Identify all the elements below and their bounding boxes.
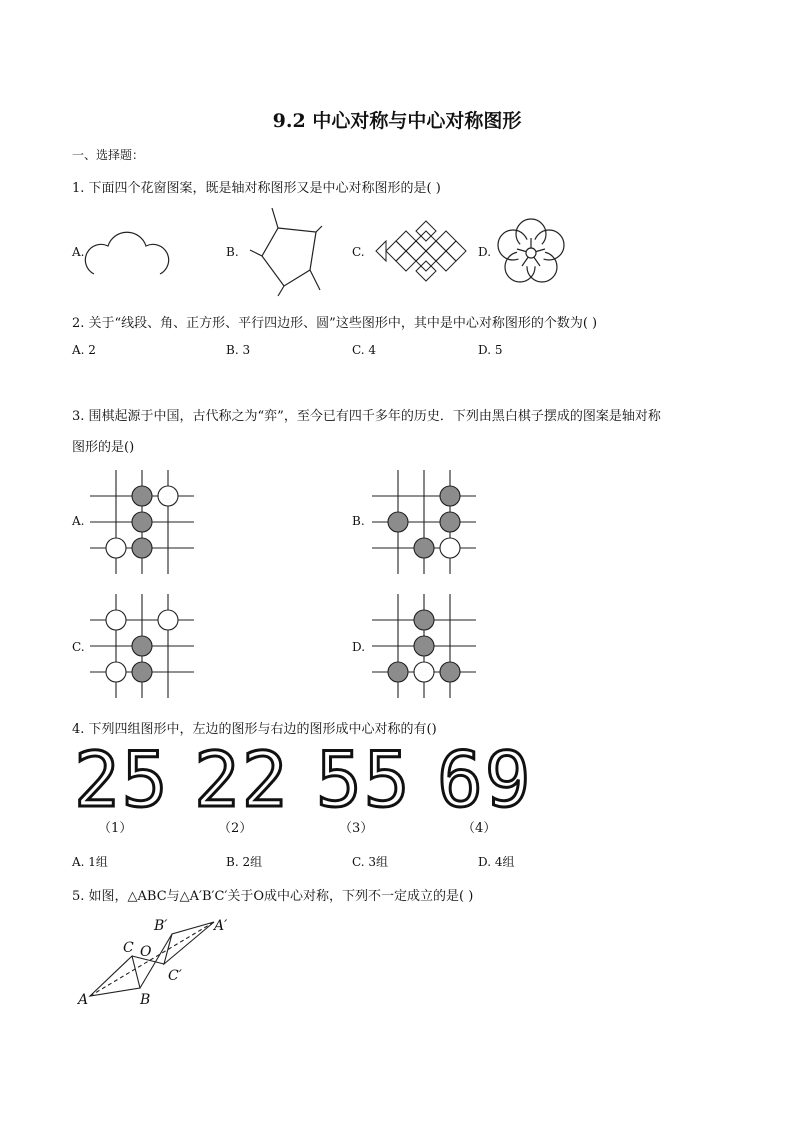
q3-option-c[interactable]: C.: [72, 640, 85, 654]
q5-label-c: C: [123, 940, 134, 956]
q3-board-b: [372, 470, 476, 574]
q4-option-c[interactable]: C. 3组: [352, 855, 389, 869]
q5-label-a-prime: A′: [214, 918, 228, 934]
q2-option-c[interactable]: C. 4: [352, 343, 377, 357]
question-4-stem: 4. 下列四组图形中，左边的图形与右边的图形成中心对称的有(): [72, 722, 437, 737]
q5-label-a: A: [78, 992, 89, 1008]
q2-option-b[interactable]: B. 3: [226, 343, 251, 357]
q4-glyph-pair-3: 55: [316, 748, 412, 812]
q4-caption-1: （1）: [98, 821, 133, 836]
q5-label-b: B: [140, 992, 151, 1008]
page-title: 9.2 中心对称与中心对称图形: [272, 110, 522, 132]
q3-board-d: [372, 594, 476, 698]
q5-label-c-prime: C′: [168, 968, 182, 984]
q5-symmetry-figure: [76, 912, 236, 1008]
q4-option-a[interactable]: A. 1组: [72, 855, 108, 869]
q4-glyph-pair-2: 22: [194, 748, 290, 812]
q2-option-d[interactable]: D. 5: [478, 343, 503, 357]
q1-option-c[interactable]: C.: [352, 245, 365, 259]
q4-glyph-pair-4: 69: [437, 748, 533, 812]
question-3-stem-line-2: 图形的是(): [72, 440, 135, 455]
q1-figure-d-flower: [494, 214, 568, 288]
q1-figure-c-lattice: [372, 222, 472, 280]
q4-option-b[interactable]: B. 2组: [226, 855, 263, 869]
q1-option-a[interactable]: A.: [72, 245, 85, 259]
question-2-stem: 2. 关于“线段、角、正方形、平行四边形、圆”这些图形中，其中是中心对称图形的个数为( ): [72, 316, 598, 331]
q4-caption-2: （2）: [218, 821, 253, 836]
section-heading: 一、选择题：: [72, 148, 145, 162]
q1-option-b[interactable]: B.: [226, 245, 239, 259]
q1-figure-b-pentagon: [248, 206, 326, 298]
question-5-stem: 5. 如图，△ABC与△A′B′C′关于O成中心对称，下列不一定成立的是( ): [72, 889, 474, 904]
question-1-stem: 1. 下面四个花窗图案，既是轴对称图形又是中心对称图形的是( ): [72, 181, 441, 196]
q3-board-a: [90, 470, 194, 574]
q5-label-o: O: [140, 944, 152, 960]
q4-glyph-pair-1: 25: [74, 748, 170, 812]
q3-option-a[interactable]: A.: [72, 514, 85, 528]
q1-figure-a-cloud: [88, 222, 168, 282]
q3-option-d[interactable]: D.: [352, 640, 366, 654]
q4-option-d[interactable]: D. 4组: [478, 855, 515, 869]
q3-option-b[interactable]: B.: [352, 514, 365, 528]
q2-option-a[interactable]: A. 2: [72, 343, 96, 357]
q3-board-c: [90, 594, 194, 698]
question-3-stem-line-1: 3. 围棋起源于中国，古代称之为“弈”，至今已有四千多年的历史．下列由黑白棋子摆成的图案是轴对称: [72, 409, 661, 424]
q4-caption-3: （3）: [339, 821, 374, 836]
q4-caption-4: （4）: [462, 821, 497, 836]
q1-option-d[interactable]: D.: [478, 245, 492, 259]
q5-label-b-prime: B′: [154, 918, 168, 934]
